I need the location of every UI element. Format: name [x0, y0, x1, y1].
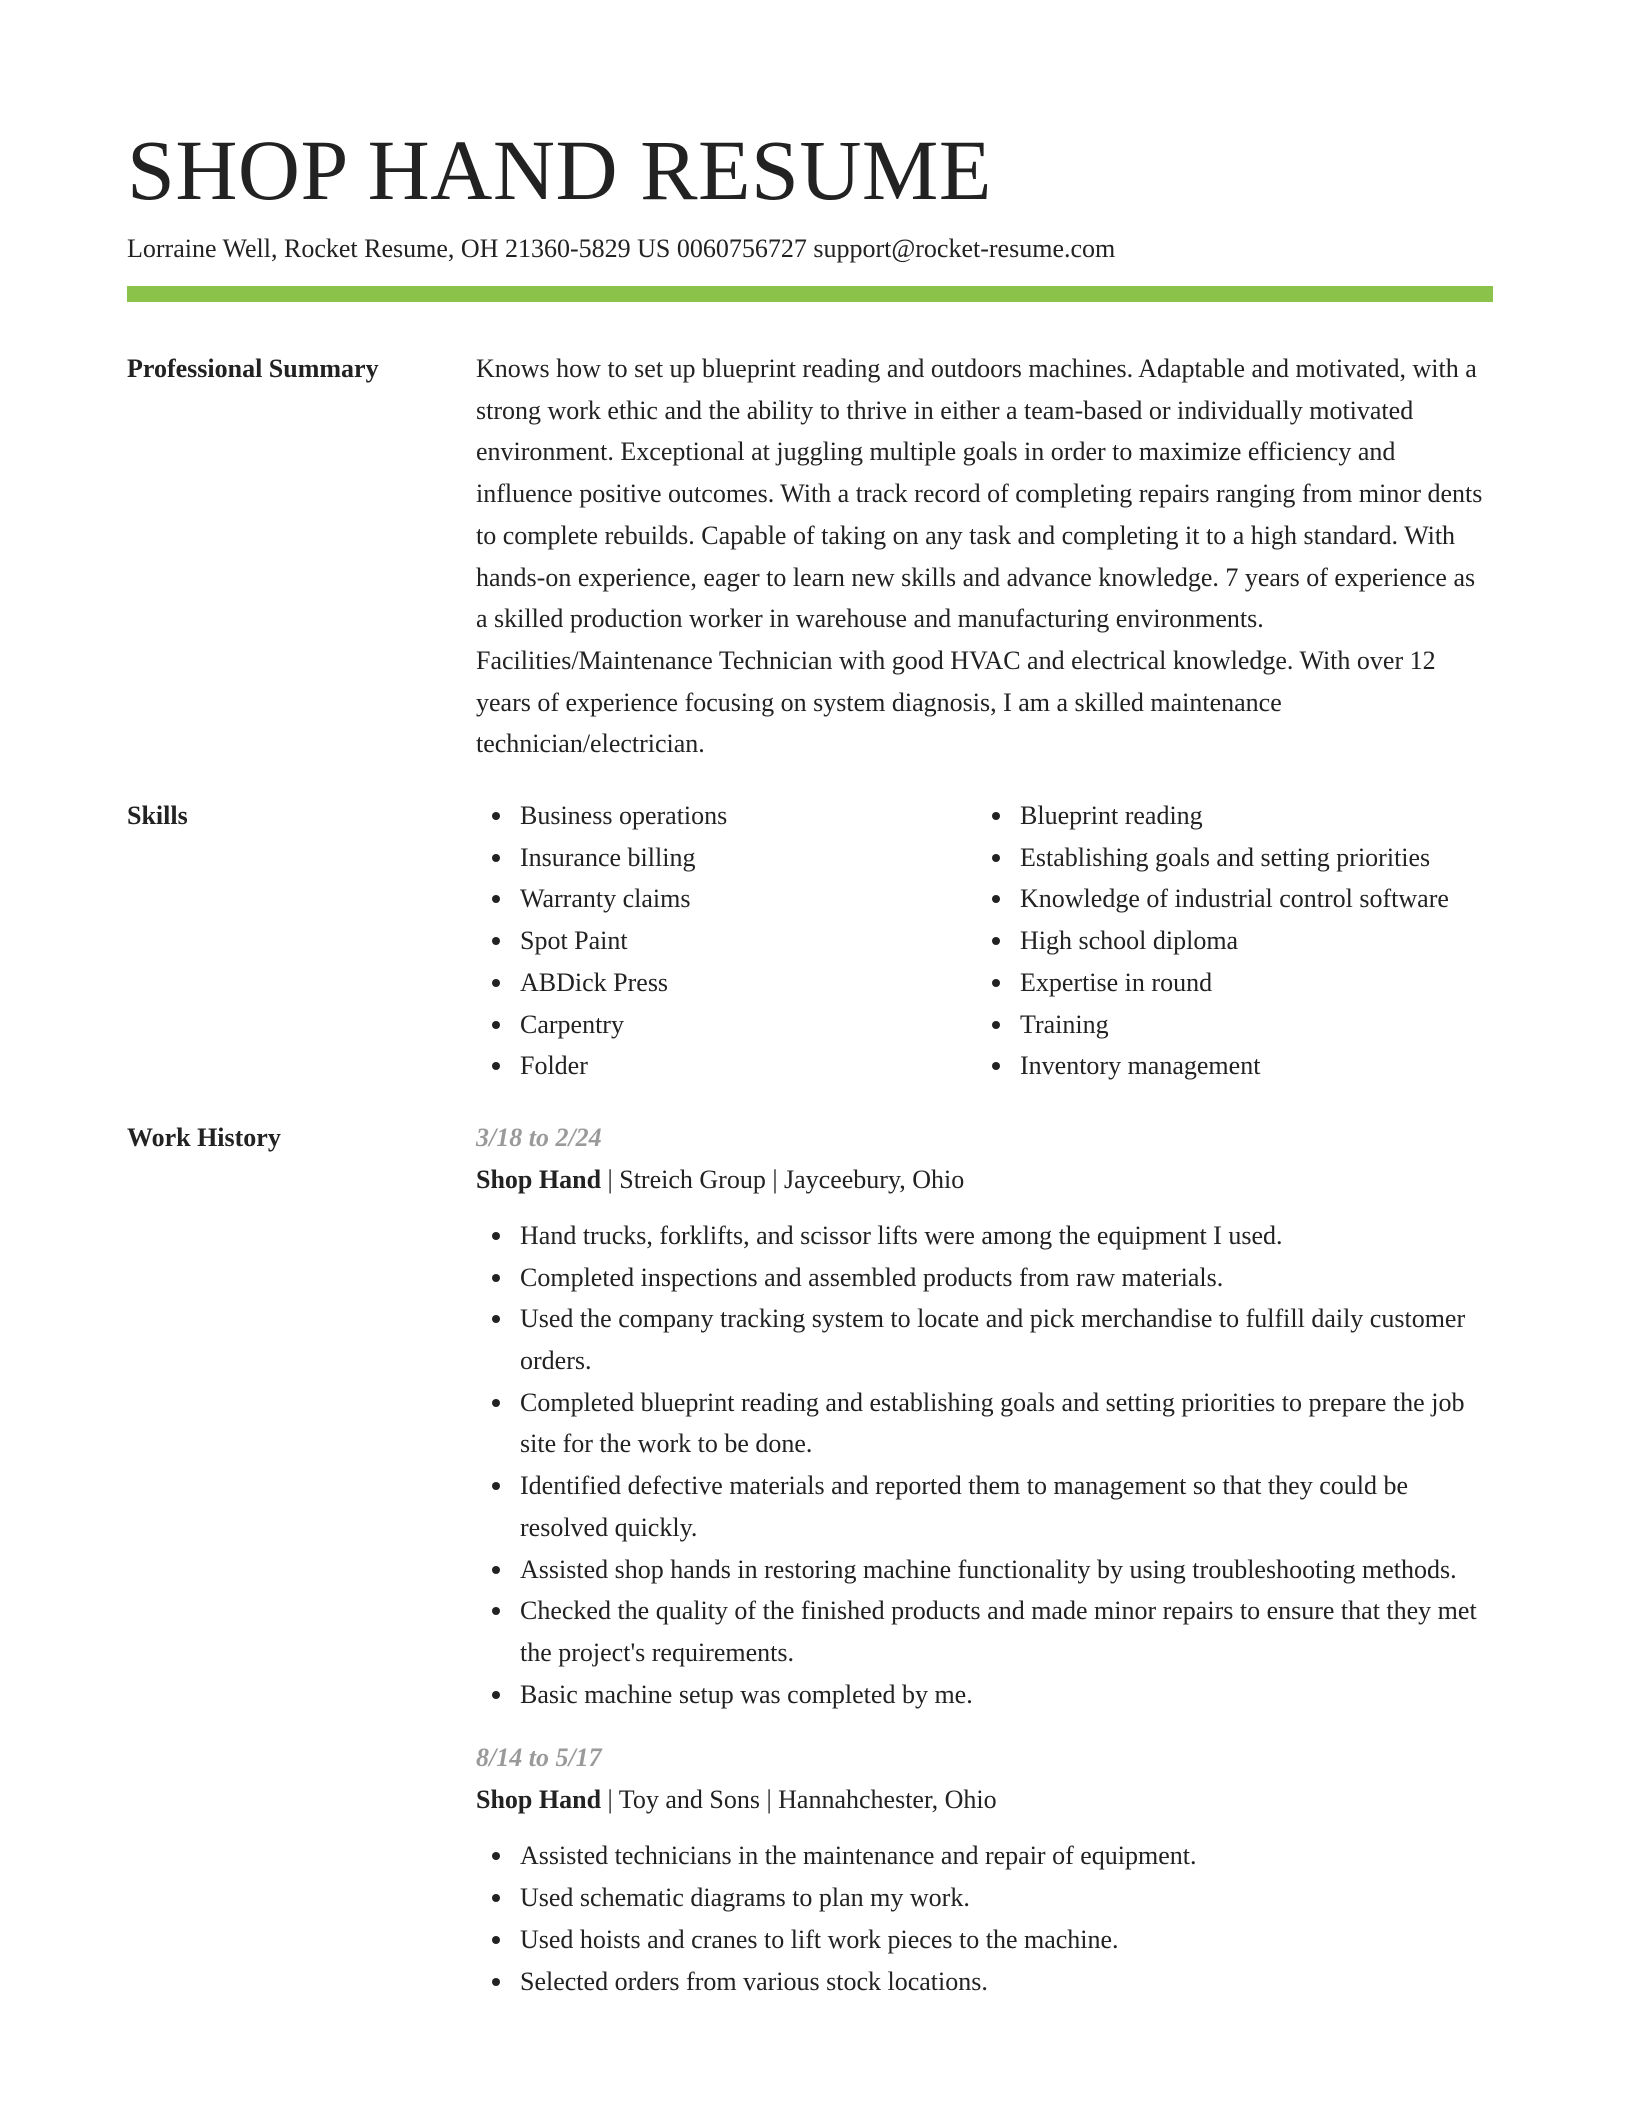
- job-bullet: Assisted shop hands in restoring machine functionality by using troubleshooting methods.: [476, 1549, 1493, 1591]
- job-title: Shop Hand: [476, 1164, 602, 1194]
- skill-item: High school diploma: [976, 920, 1476, 962]
- skill-item: Training: [976, 1004, 1476, 1046]
- job-bullet: Used hoists and cranes to lift work pieces to the machine.: [476, 1919, 1493, 1961]
- skill-item: Spot Paint: [476, 920, 976, 962]
- job-details: | Streich Group | Jayceebury, Ohio: [601, 1164, 965, 1194]
- section-label: Skills: [127, 801, 188, 831]
- job-bullet: Used the company tracking system to locate and pick merchandise to fulfill daily customer orders.: [476, 1298, 1493, 1381]
- skills-column-left: [476, 795, 976, 1087]
- job-bullet-list: [476, 1215, 1493, 1715]
- skills-list-right: [976, 795, 1476, 1087]
- skill-item: Business operations: [476, 795, 976, 837]
- job-bullet: Identified defective materials and reported them to management so that they could be resolved quickly.: [476, 1465, 1493, 1548]
- skills-list-left: [476, 795, 976, 1087]
- skills-column-right: [976, 795, 1476, 1087]
- skill-item: Insurance billing: [476, 837, 976, 879]
- job-bullet: Completed inspections and assembled products from raw materials.: [476, 1257, 1493, 1299]
- work-history-section: [127, 1117, 1493, 2024]
- skill-item: Blueprint reading: [976, 795, 1476, 837]
- section-label: Professional Summary: [127, 354, 379, 383]
- job-entry: [476, 1117, 1493, 1715]
- job-entry: [476, 1737, 1493, 2002]
- skill-item: Expertise in round: [976, 962, 1476, 1004]
- skill-item: Knowledge of industrial control software: [976, 878, 1476, 920]
- skill-item: Establishing goals and setting priorities: [976, 837, 1476, 879]
- job-bullet: Assisted technicians in the maintenance and repair of equipment.: [476, 1835, 1493, 1877]
- section-body: [476, 795, 1493, 1087]
- skill-item: Carpentry: [476, 1004, 976, 1046]
- contact-line: Lorraine Well, Rocket Resume, OH 21360-5829 US 0060756727 support@rocket-resume.com: [127, 234, 1116, 263]
- resume-title: SHOP HAND RESUME: [127, 122, 992, 218]
- section-body: [476, 348, 1493, 765]
- summary-text: Knows how to set up blueprint reading and outdoors machines. Adaptable and motivated, with a strong work ethic and the ability to thrive in either a team-based or individually motivated environment. Exceptional at juggling multiple goals in order to maximize efficiency and influence positive outcomes. With a track record of completing repairs ranging from minor dents to complete rebuilds. Capable of taking on any task and completing it to a high standard. With hands-on experience, eager to learn new skills and advance knowledge. 7 years of experience as a skilled production worker in warehouse and manufacturing environments. Facilities/Maintenance Technician with good HVAC and electrical knowledge. With over 12 years of experience focusing on system diagnosis, I am a skilled maintenance technician/electrician.: [476, 354, 1483, 759]
- job-bullet-list: [476, 1835, 1493, 2002]
- skill-item: ABDick Press: [476, 962, 976, 1004]
- section-body: [476, 1117, 1493, 2024]
- skill-item: Inventory management: [976, 1045, 1476, 1087]
- job-bullet: Hand trucks, forklifts, and scissor lifts were among the equipment I used.: [476, 1215, 1493, 1257]
- job-heading: [476, 1159, 1493, 1201]
- resume-page: [127, 118, 1493, 2024]
- job-bullet: Used schematic diagrams to plan my work.: [476, 1877, 1493, 1919]
- job-dates: 3/18 to 2/24: [476, 1122, 602, 1152]
- job-dates: 8/14 to 5/17: [476, 1743, 602, 1773]
- skills-columns: [476, 795, 1493, 1087]
- professional-summary-section: [127, 348, 1493, 765]
- skills-section: [127, 795, 1493, 1087]
- job-bullet: Selected orders from various stock locations.: [476, 1961, 1493, 2003]
- job-bullet: Completed blueprint reading and establishing goals and setting priorities to prepare the job site for the work to be done.: [476, 1382, 1493, 1465]
- skill-item: Folder: [476, 1045, 976, 1087]
- job-heading: [476, 1779, 1493, 1821]
- job-title: Shop Hand: [476, 1785, 602, 1815]
- job-bullet: Checked the quality of the finished products and made minor repairs to ensure that they met the project's requirements.: [476, 1590, 1493, 1673]
- job-details: | Toy and Sons | Hannahchester, Ohio: [601, 1785, 997, 1815]
- accent-divider: [127, 286, 1493, 302]
- section-label: Work History: [127, 1122, 281, 1152]
- job-bullet: Basic machine setup was completed by me.: [476, 1674, 1493, 1716]
- skill-item: Warranty claims: [476, 878, 976, 920]
